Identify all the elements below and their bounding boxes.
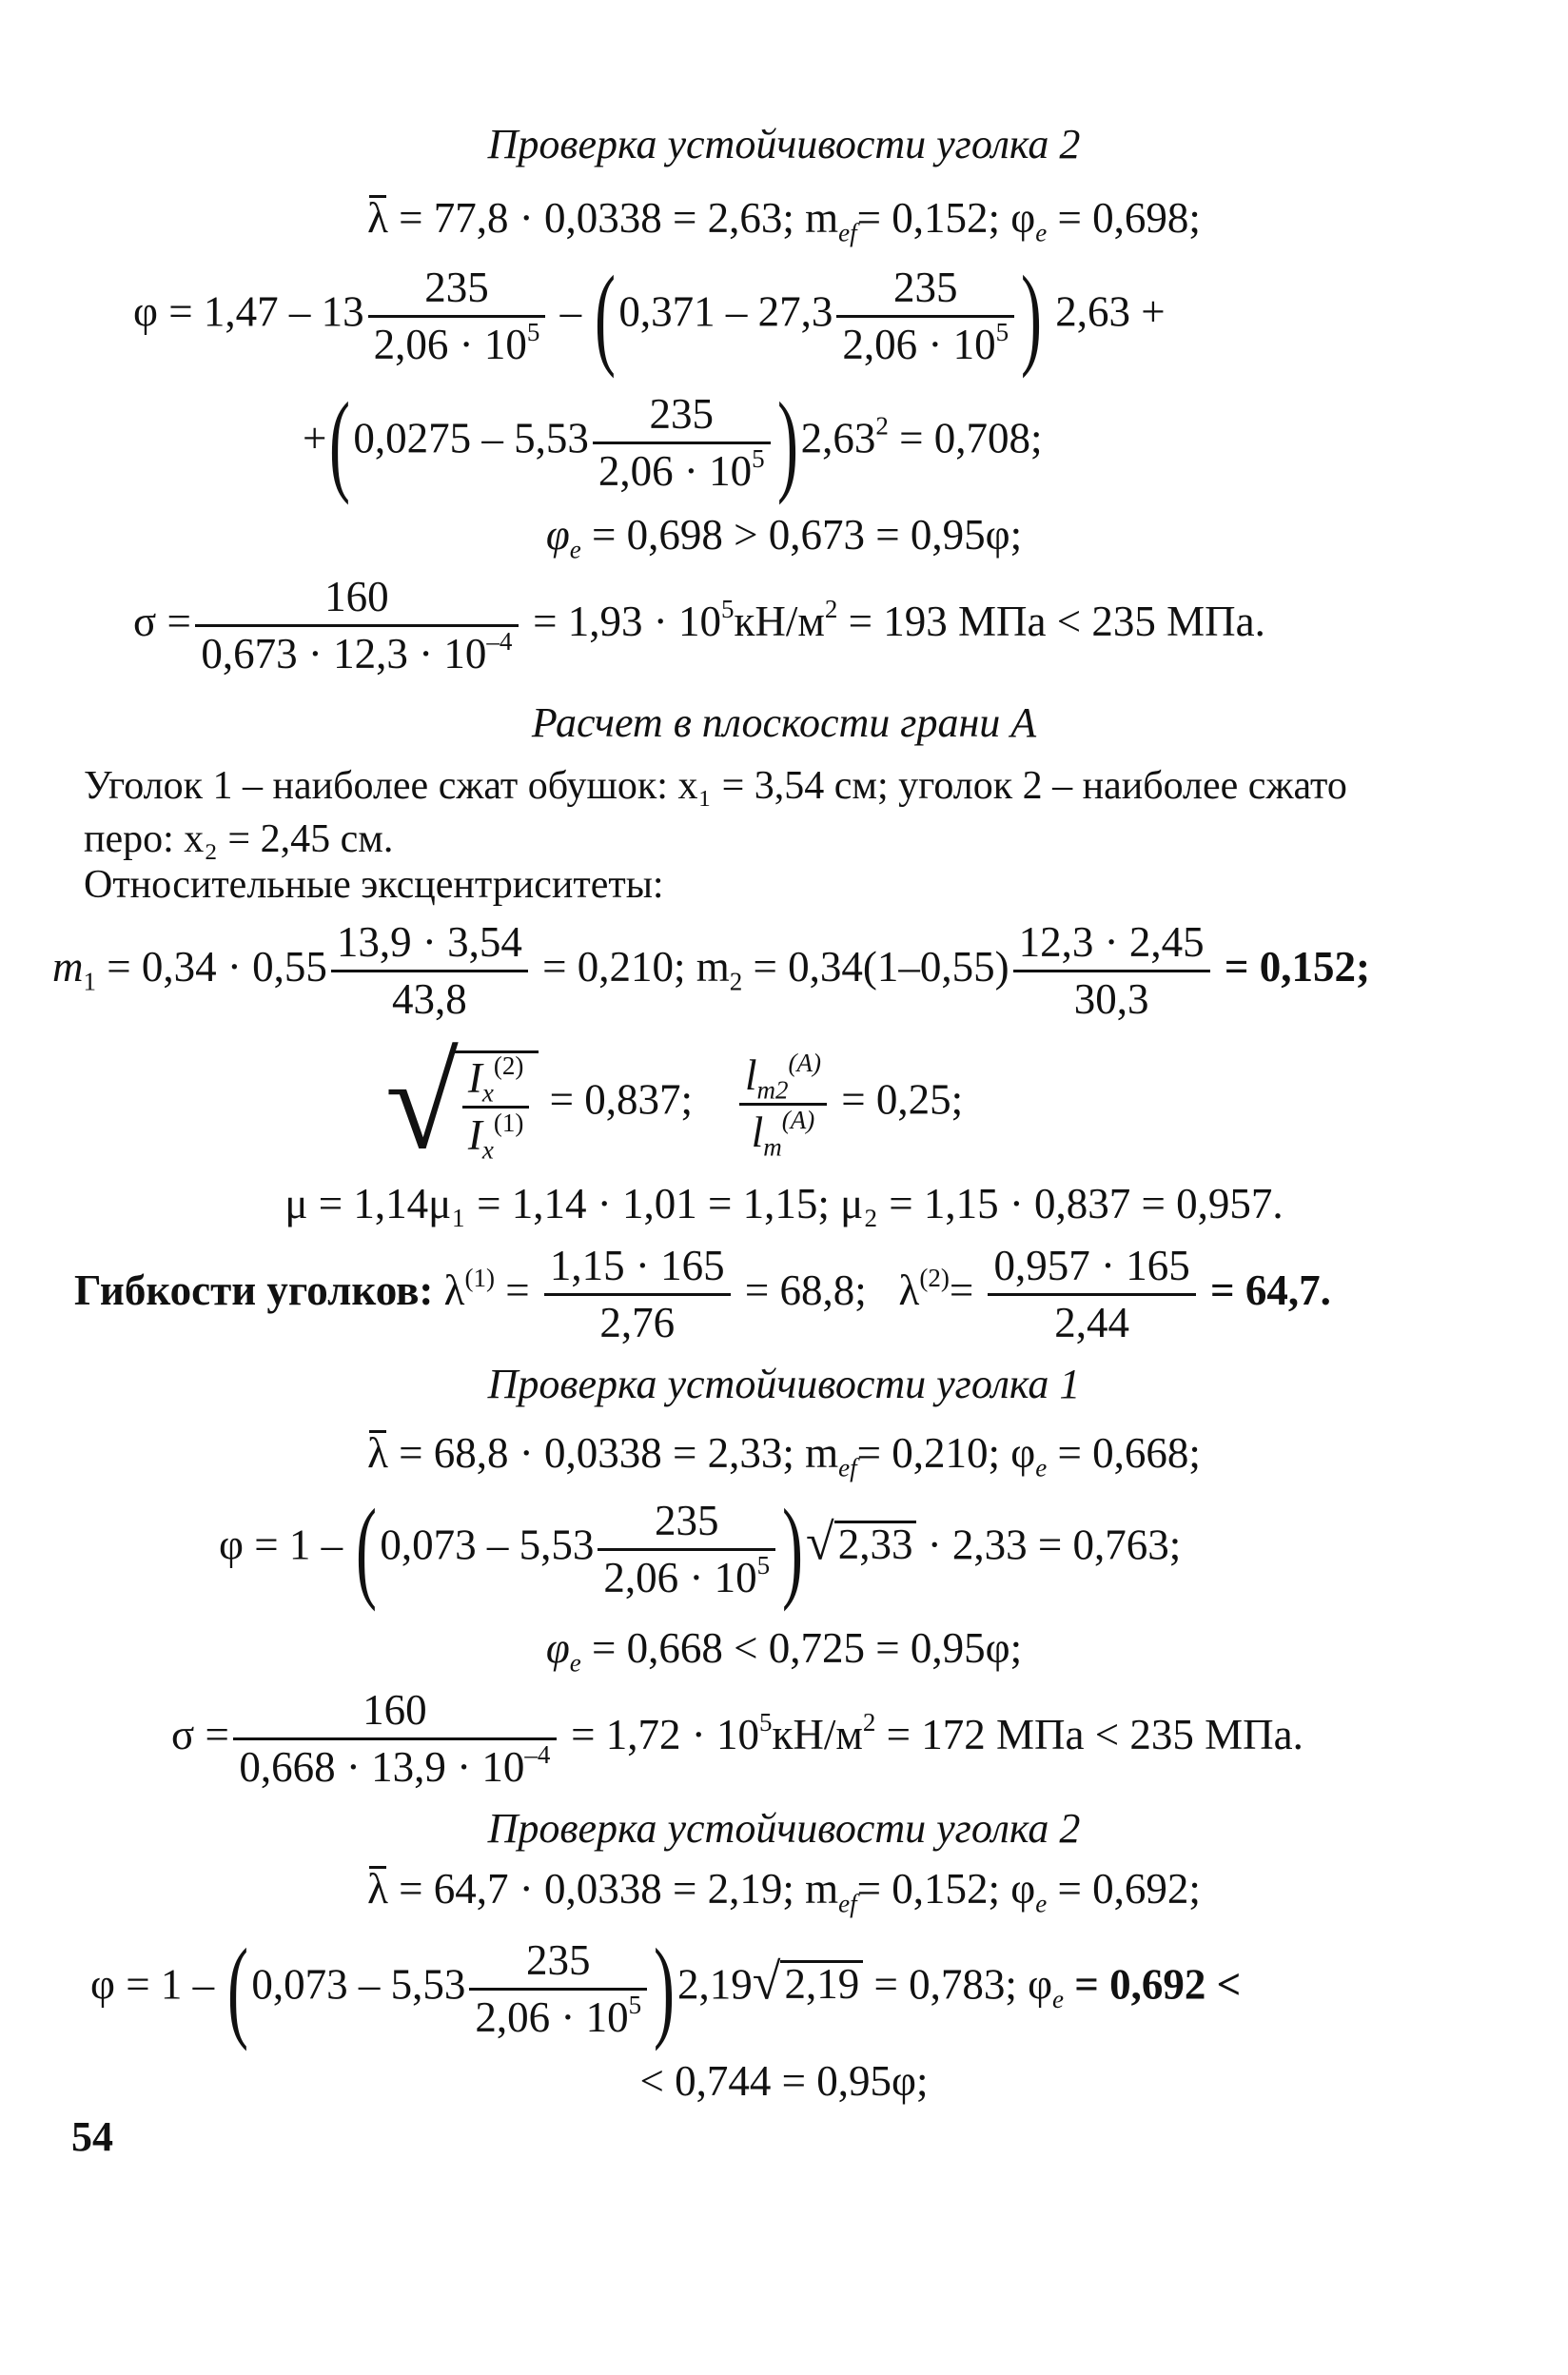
formula-phie-1: $\varphi_e = 0,698 > 0,673 = 0,95\varphi$; (545, 511, 1023, 564)
page-number: 54 (71, 2113, 113, 2160)
formula-lambda-1: λ = 77,8 · 0,0338 = 2,63; $m_{ef}= 0,152$; $\varphi_e = 0,698$; (367, 194, 1201, 247)
formula-phi-1-cont: +(0,0275 – 5,53 $\frac{235}{2,06 \cdot 10^5}$ )2,63$^2$ = 0,708; (303, 379, 1043, 505)
formula-phie-3: < 0,744 = 0,95φ; (639, 2057, 929, 2105)
paragraph-relative-eccentricities: Относительные эксцентриситеты: (84, 863, 664, 907)
formula-lambda-3: λ = 64,7 · 0,0338 = 2,19; $m_{ef}= 0,152$; $\varphi_e = 0,692$; (367, 1865, 1201, 1918)
formula-phi-1: φ = 1,47 – 13 $\frac{235}{2,06 \cdot 10^5}$ – (0,371 – 27,3 $\frac{235}{2,06 \cdot 10^5}$ ) 2,63 + (133, 252, 1166, 379)
formula-sigma-1: σ = $\frac{160}{0,673 \cdot 12,3 \cdot 10^{-4}}$ = $1,93 \cdot 10^5кН/м^2 = 193$ МПа < 235 МПа. (133, 573, 1265, 677)
paragraph-eccentricity: Уголок 1 – наиболее сжат обушок: x₁ = 3,54 см; уголок 2 – наиболее сжато перо: x₂ = 2,45 см. (84, 764, 1347, 861)
formula-m: $m_1 = 0,34 \cdot 0,55$ $\frac{13,9 \cdot 3,54}{43,8}$ = 0,210; $m_2 = 0,34(1-0,55)$ $\frac{12,3 \cdot 2,45}{30,3}$ = 0,152; (52, 918, 1371, 1023)
formula-lambda-2: λ = 68,8 · 0,0338 = 2,33; $m_{ef}= 0,210$; $\varphi_e = 0,668$; (367, 1429, 1201, 1482)
section-title-3: Проверка устойчивости уголка 1 (487, 1361, 1081, 1407)
section-title-1: Проверка устойчивости уголка 2 (487, 121, 1081, 167)
formula-phi-3: φ = 1 – (0,073 – 5,53 $\frac{235}{2,06 \cdot 10^5}$ )2,19√2,19 = 0,783; $\varphi_e = 0,692$ < (90, 1925, 1242, 2051)
section-title-2: Расчет в плоскости грани А (531, 699, 1037, 746)
formula-mu: μ = 1,14μ₁ = 1,14 · 1,01 = 1,15; μ₂ = 1,15 · 0,837 = 0,957. (284, 1180, 1284, 1227)
formula-sigma-2: σ = $\frac{160}{0,668 \cdot 13,9 \cdot 10^{-4}}$ = $1,72 \cdot 10^5кН/м^2 = 172$ МПа < 235 МПа. (171, 1686, 1303, 1791)
formula-phie-2: $\varphi_e = 0,668 < 0,725 = 0,95\varphi$; (545, 1624, 1023, 1678)
formula-ratios: √ $\frac{I_x^{(2)}}{I_x^{(1)}}$ = 0,837; $\frac{l_{m2}^{(A)}}{l_m^{(A)}}$ = 0,25; (385, 1030, 964, 1177)
formula-phi-2: φ = 1 – (0,073 – 5,53 $\frac{235}{2,06 \cdot 10^5}$ )√2,33 · 2,33 = 0,763; (219, 1485, 1182, 1612)
section-title-4: Проверка устойчивости уголка 2 (487, 1805, 1081, 1852)
formula-flexibility: Гибкости уголков: $\lambda^{(1)}$ = $\frac{1,15 \cdot 165}{2,76}$ = 68,8; $\lambda^{(2)}=$ $\frac{0,957 \cdot 165}{2,44}$ = 64,7. (74, 1242, 1331, 1346)
